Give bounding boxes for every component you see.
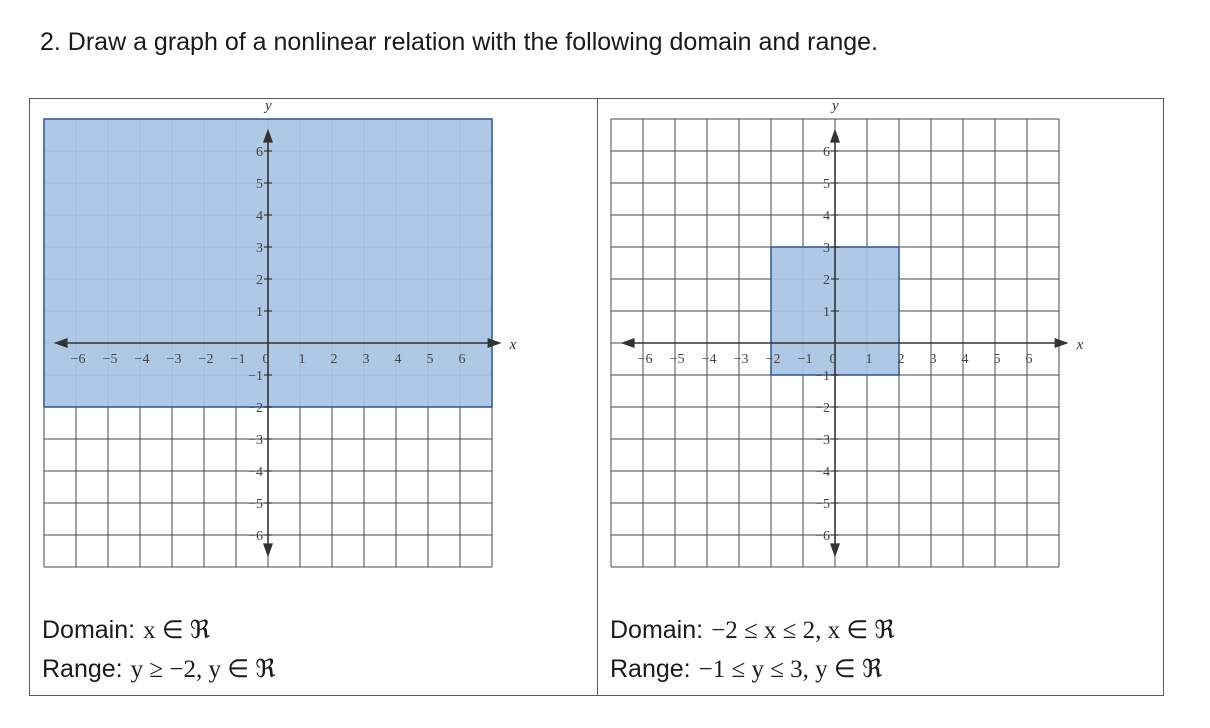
range-math: y ≥ −2, y ∈ ℜ: [130, 656, 276, 683]
x-tick-label: 3: [929, 352, 937, 367]
y-tick-label: 6: [823, 145, 830, 160]
y-tick-label: −2: [815, 401, 830, 416]
y-tick-label: −5: [248, 497, 263, 512]
x-axis-arrow-right: [488, 338, 502, 348]
x-tick-label: −2: [198, 352, 214, 367]
x-tick-label: 6: [1025, 352, 1033, 367]
x-tick-label: 0: [262, 352, 270, 367]
y-tick-label: −4: [248, 465, 263, 480]
y-tick-label: 2: [256, 273, 263, 288]
x-tick-label: −1: [797, 352, 813, 367]
question-text: 2. Draw a graph of a nonlinear relation with the following domain and range.: [40, 28, 879, 56]
graph-right[interactable]: [597, 99, 1163, 599]
x-tick-label: 2: [330, 352, 338, 367]
x-tick-label: 1: [865, 352, 873, 367]
x-tick-label: 5: [993, 352, 1001, 367]
range-label: Range:: [42, 655, 123, 683]
x-axis-arrow-left: [621, 338, 635, 348]
table-cell-left: [30, 99, 598, 695]
y-tick-label: 5: [823, 177, 830, 192]
y-tick-label: 6: [256, 145, 263, 160]
y-tick-label: 3: [256, 241, 263, 256]
x-tick-label: −5: [669, 352, 685, 367]
y-tick-label: 4: [256, 209, 263, 224]
x-tick-label: −4: [701, 352, 717, 367]
y-tick-label: −2: [248, 401, 263, 416]
x-tick-label: −1: [230, 352, 246, 367]
domain-math: x ∈ ℜ: [143, 617, 211, 644]
domain-label: Domain:: [42, 616, 136, 644]
y-axis-label: y: [265, 99, 272, 114]
y-tick-label: −3: [815, 433, 830, 448]
domain-math: −2 ≤ x ≤ 2, x ∈ ℜ: [711, 617, 895, 644]
x-tick-label: −6: [70, 352, 86, 367]
x-tick-label: 6: [458, 352, 466, 367]
range-text-right: [610, 654, 882, 684]
x-axis-label: x: [509, 337, 517, 353]
y-tick-label: −6: [815, 529, 830, 544]
x-tick-label: −3: [733, 352, 749, 367]
domain-text-left: [42, 615, 210, 645]
y-tick-label: −5: [815, 497, 830, 512]
y-axis-label: y: [832, 99, 839, 114]
x-tick-label: −2: [765, 352, 781, 367]
x-tick-label: 4: [394, 352, 402, 367]
x-tick-label: −5: [102, 352, 118, 367]
y-tick-label: −4: [815, 465, 830, 480]
graph-left[interactable]: [30, 99, 597, 599]
x-tick-label: −6: [637, 352, 653, 367]
y-tick-label: 1: [823, 305, 830, 320]
y-tick-label: 5: [256, 177, 263, 192]
y-axis-arrow-down: [830, 543, 840, 557]
x-tick-label: −4: [134, 352, 150, 367]
domain-text-right: [610, 615, 895, 645]
y-tick-label: 4: [823, 209, 830, 224]
x-tick-label: 1: [298, 352, 306, 367]
x-tick-label: 0: [829, 352, 837, 367]
x-tick-label: −3: [166, 352, 182, 367]
domain-label: Domain:: [610, 616, 704, 644]
x-tick-label: 2: [897, 352, 905, 367]
y-axis-arrow-up: [830, 129, 840, 143]
range-label: Range:: [610, 655, 691, 683]
x-tick-label: 3: [362, 352, 370, 367]
y-tick-label: −1: [815, 369, 830, 384]
table-cell-right: [597, 99, 1163, 695]
x-tick-label: 4: [961, 352, 969, 367]
x-axis-arrow-right: [1055, 338, 1069, 348]
y-tick-label: 1: [256, 305, 263, 320]
y-tick-label: −6: [248, 529, 263, 544]
y-tick-label: 2: [823, 273, 830, 288]
range-text-left: [42, 654, 276, 684]
y-tick-label: −3: [248, 433, 263, 448]
y-tick-label: 3: [823, 241, 830, 256]
answer-table: [29, 98, 1164, 696]
x-axis-label: x: [1076, 337, 1084, 353]
range-math: −1 ≤ y ≤ 3, y ∈ ℜ: [698, 656, 883, 683]
y-tick-label: −1: [248, 369, 263, 384]
y-axis-arrow-down: [263, 543, 273, 557]
x-tick-label: 5: [426, 352, 434, 367]
